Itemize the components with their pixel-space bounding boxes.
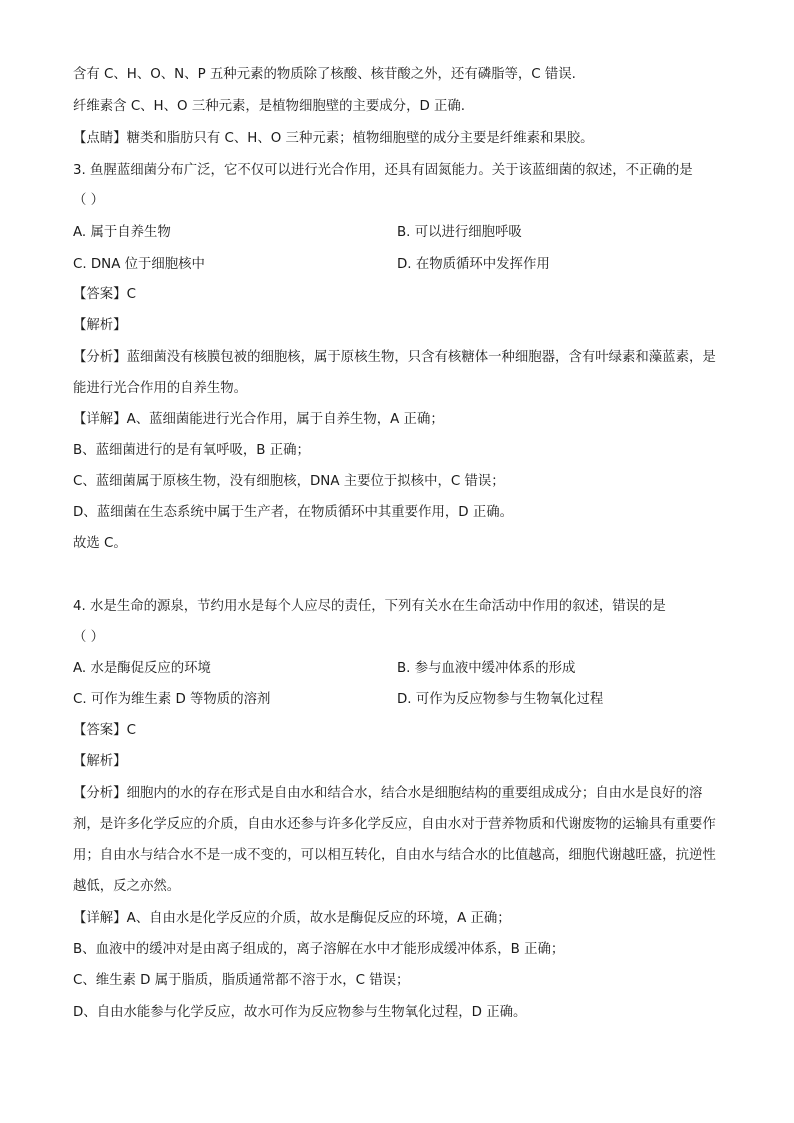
q4-detail-d: D、自由水能参与化学反应，故水可作为反应物参与生物氧化过程，D 正确。 bbox=[73, 1005, 527, 1020]
q4-detail-tag: 【详解】 bbox=[73, 911, 127, 926]
q4-fenxi-text: 细胞内的水的存在形式是自由水和结合水，结合水是细胞结构的重要组成成分；自由水是良好的溶剂，是许多化学反应的介质，自由水还参与许多化学反应，自由水对于营养物质和代谢废物的运输具有重要作用；自由水与结合水不是一成不变的，可以相互转化，自由水与结合水的比值越高，细胞代谢越旺盛，抗逆性越低，反之亦然。 bbox=[73, 786, 716, 894]
q4-detail-a bbox=[73, 910, 511, 928]
q3-option-b: B. 可以进行细胞呼吸 bbox=[397, 225, 522, 240]
q4-option-d: D. 可作为反应物参与生物氧化过程 bbox=[397, 692, 604, 707]
comment-tag: 【点睛】 bbox=[73, 131, 127, 146]
q4-analysis-tag: 【解析】 bbox=[73, 754, 127, 769]
q3-option-c: C. DNA 位于细胞核中 bbox=[73, 257, 205, 272]
q3-stem: 3. 鱼腥蓝细菌分布广泛，它不仅可以进行光合作用，还具有固氮能力。关于该蓝细菌的叙述，不正确的是 bbox=[73, 163, 693, 178]
q4-detail-a-text: A、自由水是化学反应的介质，故水是酶促反应的环境，A 正确； bbox=[126, 911, 511, 926]
q4-answer bbox=[73, 722, 136, 740]
q3-detail-c: C、蓝细菌属于原核生物，没有细胞核，DNA 主要位于拟核中，C 错误； bbox=[73, 474, 505, 489]
q4-option-b: B. 参与血液中缓冲体系的形成 bbox=[397, 661, 576, 676]
prev-explanation-line-d: 纤维素含 C、H、O 三种元素，是植物细胞壁的主要成分，D 正确. bbox=[73, 99, 466, 114]
q3-fenxi bbox=[73, 342, 723, 404]
q3-detail-a-text: A、蓝细菌能进行光合作用，属于自养生物，A 正确； bbox=[126, 412, 444, 427]
q4-fenxi bbox=[73, 778, 723, 902]
q3-detail-d: D、蓝细菌在生态系统中属于生产者，在物质循环中其重要作用，D 正确。 bbox=[73, 505, 513, 520]
q4-stem: 4. 水是生命的源泉，节约用水是每个人应尽的责任，下列有关水在生命活动中作用的叙述，错误的是 bbox=[73, 599, 666, 614]
q3-detail-a bbox=[73, 411, 444, 429]
q3-detail-tag: 【详解】 bbox=[73, 412, 127, 427]
prev-explanation-line-c: 含有 C、H、O、N、P 五种元素的物质除了核酸、核苷酸之外，还有磷脂等，C 错误. bbox=[73, 67, 576, 82]
q3-answer bbox=[73, 286, 136, 304]
q3-answer-tag: 【答案】 bbox=[73, 287, 127, 302]
q3-fenxi-tag: 【分析】 bbox=[73, 350, 127, 365]
q3-analysis-tag: 【解析】 bbox=[73, 318, 127, 333]
q4-answer-value: C bbox=[126, 723, 136, 738]
q4-option-a: A. 水是酶促反应的环境 bbox=[73, 661, 211, 676]
q3-conclusion: 故选 C。 bbox=[73, 536, 127, 551]
q4-answer-tag: 【答案】 bbox=[73, 723, 127, 738]
q3-option-a: A. 属于自养生物 bbox=[73, 225, 171, 240]
q4-detail-c: C、维生素 D 属于脂质，脂质通常都不溶于水，C 错误； bbox=[73, 973, 410, 988]
q3-detail-b: B、蓝细菌进行的是有氧呼吸，B 正确； bbox=[73, 443, 310, 458]
q4-fenxi-tag: 【分析】 bbox=[73, 786, 127, 801]
comment-text: 糖类和脂肪只有 C、H、O 三种元素；植物细胞壁的成分主要是纤维素和果胶。 bbox=[126, 131, 594, 146]
q4-paren: （ ） bbox=[73, 630, 105, 645]
prev-comment bbox=[73, 130, 594, 148]
q3-answer-value: C bbox=[126, 287, 136, 302]
q4-option-c: C. 可作为维生素 D 等物质的溶剂 bbox=[73, 692, 271, 707]
q3-paren: （ ） bbox=[73, 193, 105, 208]
q4-detail-b: B、血液中的缓冲对是由离子组成的，离子溶解在水中才能形成缓冲体系，B 正确； bbox=[73, 942, 565, 957]
q3-option-d: D. 在物质循环中发挥作用 bbox=[397, 257, 550, 272]
q3-fenxi-text: 蓝细菌没有核膜包被的细胞核，属于原核生物，只含有核糖体一种细胞器，含有叶绿素和藻蓝素，是能进行光合作用的自养生物。 bbox=[73, 350, 716, 396]
